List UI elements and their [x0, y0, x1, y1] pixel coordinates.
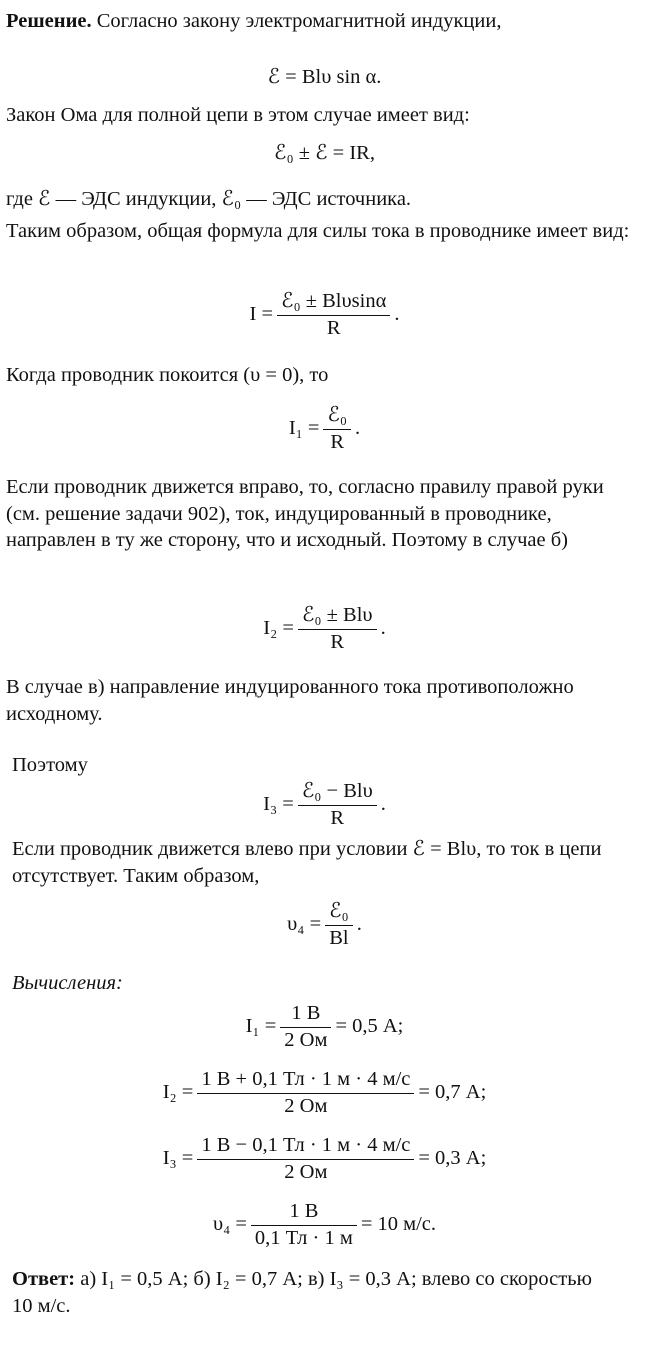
- formula-i3: I₃ = $\frac{\text{ℰ₀ − Blυ}}{R}$ .: [263, 780, 386, 829]
- rest-case-text: Когда проводник покоится (υ = 0), то: [6, 364, 329, 386]
- solution-label: Решение.: [6, 10, 92, 32]
- solution-text: Согласно закону электромагнитной индукции,: [91, 10, 502, 32]
- therefore-text: Поэтому: [12, 754, 88, 776]
- case-c-text: В случае в) направление индуцированного тока противоположно исходному.: [6, 676, 574, 725]
- answer-label: Ответ:: [12, 1268, 76, 1290]
- formula-general-current: I = $\frac{\text{ℰ₀ ± Blυsinα}}{R}$ .: [249, 290, 400, 339]
- formula-emf-induction: ℰ = Blυ sin α.: [267, 66, 382, 88]
- right-motion-text: Если проводник движется вправо, то, согласно правилу правой руки (см. решение задачи 902), ток, индуцированный в проводнике, направлен в ту же сторону, что и исходный. Поэтому в случае б): [6, 476, 604, 552]
- calc-i1: I₁ = $\frac{1 В}{2 Ом}$ = 0,5 А;: [245, 1002, 404, 1051]
- ohm-law-text: Закон Ома для полной цепи в этом случае имеет вид:: [6, 104, 470, 126]
- emf-definition-text: где ℰ — ЭДС индукции, ℰ₀ — ЭДС источника.: [6, 188, 412, 210]
- formula-v4: υ₄ = $\frac{\text{ℰ₀}}{Bl}$ .: [287, 900, 362, 949]
- calc-v4: υ₄ = $\frac{1 В}{0,1 Тл \cdot 1 м}$ = 10 м/с.: [212, 1200, 437, 1249]
- calc-i3: I₃ = $\frac{1 В - 0,1 Тл \cdot 1 м \cdot 4 м/с}{2 Ом}$ = 0,3 А;: [162, 1134, 487, 1183]
- left-motion-text: Если проводник движется влево при условии ℰ = Blυ, то ток в цепи отсутствует. Таким образом,: [12, 838, 602, 887]
- formula-i1: I₁ = $\frac{\text{ℰ₀}}{R}$ .: [288, 404, 361, 453]
- calculations-heading: Вычисления:: [12, 972, 123, 994]
- formula-i2: I₂ = $\frac{\text{ℰ₀ ± Blυ}}{R}$ .: [263, 604, 386, 653]
- general-formula-text: Таким образом, общая формула для силы тока в проводнике имеет вид:: [6, 220, 630, 242]
- solution-paragraph: [6, 8, 638, 35]
- answer-text: а) I₁ = 0,5 А; б) I₂ = 0,7 А; в) I₃ = 0,3 А; влево со скоростью 10 м/с.: [12, 1268, 592, 1317]
- answer-paragraph: [12, 1266, 612, 1319]
- formula-ohm-law: ℰ₀ ± ℰ = IR,: [274, 142, 375, 164]
- calc-i2: I₂ = $\frac{1 В + 0,1 Тл \cdot 1 м \cdot 4 м/с}{2 Ом}$ = 0,7 А;: [162, 1068, 487, 1117]
